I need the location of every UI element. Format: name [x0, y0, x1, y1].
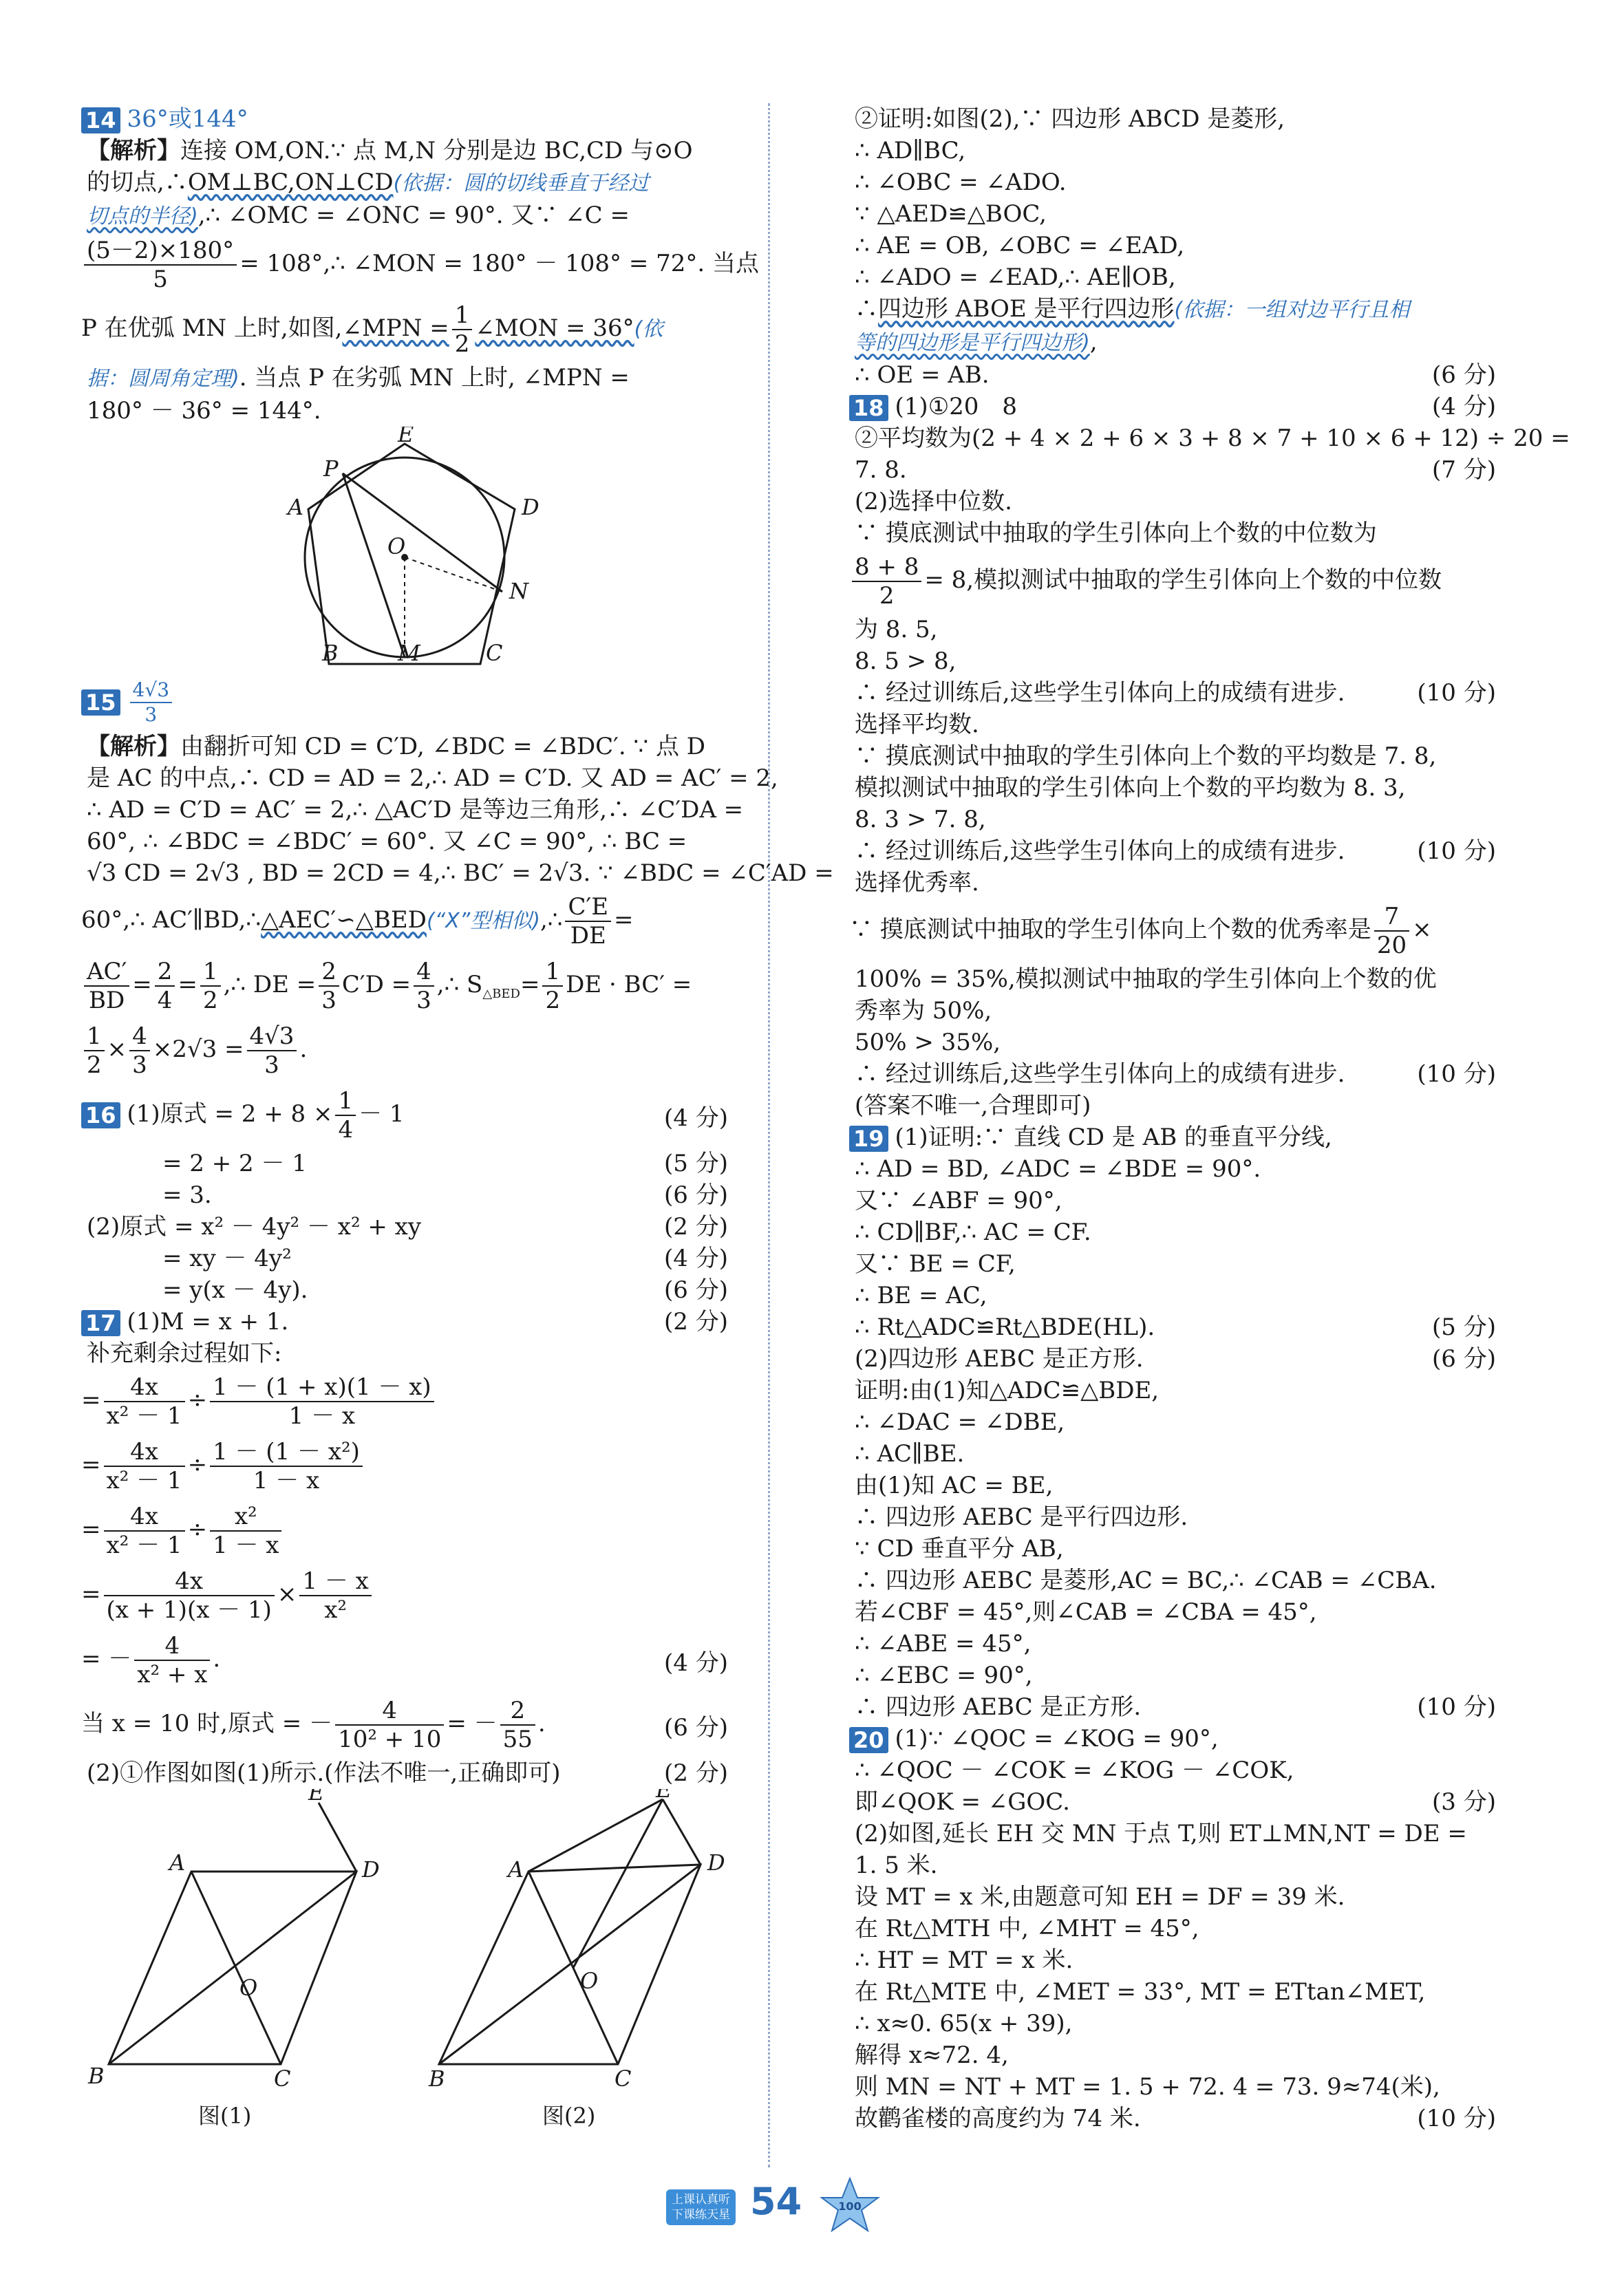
- arc-mark-e-1: [319, 1803, 356, 1872]
- text-line: P 在优弧 MN 上时,如图,: [81, 314, 343, 342]
- text-line: ∴ AD = C′D = AC′ = 2,∴ △AC′D 是等边三角形,∴ ∠C′DA =: [87, 796, 744, 824]
- q17-line: 17 (1)M = x + 1. (2 分): [81, 1306, 728, 1338]
- question-number: 17: [81, 1310, 120, 1336]
- text-line: 由翻折可知 CD = C′D, ∠BDC = ∠BDC′. ∵ 点 D: [180, 733, 706, 760]
- f2-label-a: A: [508, 1856, 524, 1883]
- fraction: $\frac{1}{2}$: [84, 1022, 105, 1079]
- svg-text:100: 100: [838, 2200, 862, 2213]
- label-a: A: [288, 494, 304, 520]
- page-number: 54: [750, 2180, 802, 2223]
- fraction: $\frac{2}{4}$: [155, 958, 175, 1014]
- text-line: 的切点,∴: [87, 169, 188, 196]
- key-conclusion: △AEC′∽△BED: [260, 906, 427, 934]
- label-p: P: [323, 455, 339, 482]
- question-number: 16: [81, 1102, 120, 1128]
- text-line: 连接 OM,ON.∵ 点 M,N 分别是边 BC,CD 与⊙O: [180, 137, 693, 164]
- basis-note: (“X”型相似): [426, 909, 540, 933]
- label-b: B: [322, 640, 339, 666]
- text-line: . 当点 P 在劣弧 MN 上时, ∠MPN =: [239, 364, 630, 392]
- expr-step: = $\frac{4x}{(x + 1)(x - 1)}$ × $\frac{1 - x}{\text{x²}}$: [81, 1563, 728, 1628]
- score-mark: (7 分): [1432, 456, 1496, 484]
- diagonal-ac-1: [191, 1872, 281, 2064]
- score-mark: (5 分): [1432, 1314, 1496, 1341]
- f1-label-o: O: [239, 1975, 258, 2001]
- score-mark: (2 分): [664, 1213, 728, 1241]
- star-mascot-icon: [819, 2177, 881, 2232]
- score-mark: (6 分): [664, 1181, 728, 1209]
- f2-label-c: C: [615, 2066, 632, 2092]
- score-mark: (10 分): [1417, 679, 1496, 707]
- question-number: 18: [849, 395, 888, 421]
- expr-step: = $\frac{4x}{\text{x² － 1}}$ ÷ $\frac{\text{1 － (1 － x²)}}{1 - x}$: [81, 1434, 728, 1499]
- label-e: E: [398, 427, 414, 447]
- f2-label-d: D: [707, 1850, 725, 1876]
- key-conclusion: OM⊥BC,ON⊥CD: [187, 169, 394, 196]
- score-mark: (4 分): [1432, 393, 1496, 420]
- f2-label-b: B: [429, 2066, 445, 2092]
- q19-line: 19 (1)证明:∵ 直线 CD 是 AB 的垂直平分线,: [849, 1122, 1496, 1153]
- right-column: ②证明:如图(2),∵ 四边形 ABCD 是菱形, ∴ AD∥BC, ∴ ∠OBC = ∠ADO. ∵ △AED≌△BOC, ∴ AE = OB, ∠OBC = ∠EAD, ∴ ∠ADO = ∠EAD,∴ AE∥OB, ∴四边形 ABOE 是平行四边形(依据：一组对边平行且相 等的四边形是平行四边形), ∴ OE = AB. (6 分) 18 (1)①20 8 (4 分) ②平均数为(2 + 4 × 2 + 6 × 3 + 8 × 7 + 10 × 6 + 12) ÷ 20 = 7. 8. (7 分) (2)选择中位数. ∵ 摸底测试中抽取的学生引体向上个数的中位数为 $\frac{8 + 8}{2}$ = 8,模拟测试中抽取的学生引体向上个数的中位数 为 8. 5, 8. 5 > 8, ∴ 经过训练后,这些学生引体向上的成绩有进步. (10 分) 选择平均数. ∵ 摸底测试中抽取的学生引体向上个数的平均数是 7. 8, 模拟测试中抽取的学生引体向上个数的平均数为 8. 3, 8. 3 > 7. 8, ∴ 经过训练后,这些学生引体向上的成绩有进步. (10 分) 选择优秀率. ∵ 摸底测试中抽取的学生引体向上个数的优秀率是 $\frac{7}{20}$ × 100% = 35%,模拟测试中抽取的学生引体向上个数的优 秀率为 50%, 50% > 35%, ∴ 经过训练后,这些学生引体向上的成绩有进步. (10 分) (答案不唯一,合理即可) 19 (1)证明:∵ 直线 CD 是 AB 的垂直平分线, ∴ AD = BD, ∠ADC = ∠BDE = 90°. 又∵ ∠ABF = 90°, ∴ CD∥BF,∴ AC = CF. 又∵ BE = CF, ∴ BE = AC, ∴ Rt△ADC≌Rt△BDE(HL). (5 分) (2)四边形 AEBC 是正方形. (6 分) 证明:由(1)知△ADC≌△BDE, ∴ ∠DAC = ∠DBE, ∴ AC∥BE. 由(1)知 AC = BE, ∴ 四边形 AEBC 是平行四边形. ∵ CD 垂直平分 AB, ∴ 四边形 AEBC 是菱形,AC = BC,∴ ∠CAB = ∠CBA. 若∠CBF = 45°,则∠CAB = ∠CBA = 45°, ∴ ∠ABE = 45°, ∴ ∠EBC = 90°, ∴ 四边形 AEBC 是正方形. (10 分) 20 (1)∵ ∠QOC = ∠KOG = 90°, ∴ ∠QOC － ∠COK = ∠KOG － ∠COK, 即∠QOK = ∠GOC. (3 分) (2)如图,延长 EH 交 MN 于点 T,则 ET⊥MN,NT = DE = 1. 5 米. 设 MT = x 米,由题意可知 EH = DF = 39 米. 在 Rt△MTH 中, ∠MHT = 45°, ∴ HT = MT = x 米. 在 Rt△MTE 中, ∠MET = 33°, MT = ETtan∠MET, ∴ x≈0. 65(x + 39), 解得 x≈72. 4, 则 MN = NT + MT = 1. 5 + 72. 4 = 73. 9≈74(米), 故鹳雀楼的高度约为 74 米. (10 分): [849, 103, 1496, 2134]
- segment-pm: [343, 473, 405, 657]
- q14-answer: 36°或144°: [127, 105, 248, 133]
- analysis-label: 【解析】: [87, 733, 180, 760]
- q14-header: [81, 103, 728, 135]
- expr-step: = － $\frac{4}{\text{x² + x}}$ . (4 分): [81, 1632, 728, 1689]
- segment-ed-2: [663, 1799, 701, 1865]
- fraction: $\frac{1}{2}$: [542, 958, 563, 1014]
- q15-header: [81, 674, 728, 731]
- fraction: $\frac{1}{2}$: [452, 301, 473, 358]
- analysis-label: 【解析】: [87, 137, 180, 164]
- label-d: D: [522, 494, 539, 520]
- fraction: $\frac{4}{3}$: [414, 958, 434, 1014]
- basis-note: 据：圆周角定理): [87, 367, 239, 391]
- f1-label-a: A: [169, 1850, 186, 1876]
- diagonal-bd-2: [439, 1865, 701, 2064]
- score-mark: (4 分): [664, 1649, 728, 1677]
- text-line: √3 CD = 2√3 , BD = 2CD = 4,∴ BC′ = 2√3. ∵ ∠BDC = ∠C′AD =: [87, 859, 834, 887]
- score-mark: (4 分): [664, 1245, 728, 1272]
- q20-line: 20 (1)∵ ∠QOC = ∠KOG = 90°,: [849, 1723, 1496, 1755]
- figure-caption-1: 图(1): [198, 2103, 252, 2129]
- label-o: O: [387, 533, 406, 559]
- fraction: $\frac{1}{4}$: [335, 1087, 356, 1144]
- fraction: $\frac{2}{3}$: [319, 958, 339, 1014]
- text-line: ,∴ ∠OMC = ∠ONC = 90°. 又∵ ∠C =: [197, 202, 630, 229]
- basis-note: (依据：圆的切线垂直于经过: [393, 171, 650, 195]
- text-line: = 108°,∴ ∠MON = 180° － 108° = 72°. 当点: [239, 250, 760, 277]
- score-mark: (4 分): [664, 1104, 728, 1132]
- score-mark: (5 分): [664, 1150, 728, 1177]
- basis-note: (依据：一组对边平行且相: [1174, 298, 1410, 322]
- q15-answer: $\frac{4√3}{3}$: [130, 678, 172, 727]
- q18-line: 18 (1)①20 8 (4 分): [849, 391, 1496, 422]
- segment-on: [405, 557, 502, 592]
- question-number: 15: [81, 689, 120, 716]
- question-number: 19: [849, 1126, 888, 1152]
- score-mark: (6 分): [664, 1714, 728, 1741]
- f2-label-o: O: [580, 1968, 599, 1994]
- figure-caption-2: 图(2): [542, 2103, 596, 2129]
- score-mark: (2 分): [664, 1308, 728, 1336]
- segment-eo-2: [573, 1799, 663, 1968]
- text-line: 是 AC 的中点,∴ CD = AD = 2,∴ AD = C′D. 又 AD = AC′ = 2,: [87, 764, 778, 792]
- basis-note: 切点的半径): [87, 204, 198, 228]
- score-mark: (10 分): [1417, 1060, 1496, 1088]
- pentagon-shape: [308, 444, 515, 664]
- label-c: C: [486, 640, 503, 666]
- fraction: $\frac{C'E}{DE}$: [565, 893, 611, 950]
- score-mark: (6 分): [664, 1276, 728, 1304]
- f1-label-c: C: [274, 2066, 291, 2092]
- left-column: 14 36°或144° 【解析】连接 OM,ON.∵ 点 M,N 分别是边 BC,CD 与⊙O 的切点,∴OM⊥BC,ON⊥CD(依据：圆的切线垂直于经过 切点的半径),∴ ∠OMC = ∠ONC = 90°. 又∵ ∠C = $\frac{(5-2)\times 180^\circ}{5}$ = 108°,∴ ∠MON = 180° － 108° = 72°. 当点 P 在优弧 MN 上时,如图,∠MPN = $\frac{1}{2}$ ∠MON = 36°(依 据：圆周角定理). 当点 P 在劣弧 MN 上时, ∠MPN = 180° － 36° = 144°. E D A P O N B M C 15 $\frac{4√3}{3}$ 【解析】由翻折可知 CD = C′D, ∠BDC = ∠BDC′. ∵ 点 D 是 AC 的中点,∴ CD = AD = 2,∴ AD = C′D. 又 AD = AC′ = 2, ∴ AD = C′D = AC′ = 2,∴ △AC′D 是等边三角形,∴ ∠C′DA = 60°, ∴ ∠BDC = ∠BDC′ = 60°. 又 ∠C = 90°, ∴ BC = √3 CD = 2√3 , BD = 2CD = 4,∴ BC′ = 2√3. ∵ ∠BDC = ∠C′AD = 60°,∴ AC′∥BD,∴△AEC′∽△BED(“X”型相似),∴ $\frac{C'E}{DE}$ = $\frac{AC'}{BD}$ = $\frac{2}{4}$ = $\frac{1}{2}$ ,∴ DE = $\frac{2}{3}$ C′D = $\frac{4}{3}$ ,∴ $S_{\triangle BED}=$ $\frac{1}{2}$ DE · BC′ = $\frac{1}{2}$ × $\frac{4}{3}$ ×2√3 = $\frac{4√3}{3}$ . 16 (1)原式 = 2 + 8 × $\frac{1}{4}$ － 1 (4 分) = 2 + 2 － 1 (5 分) = 3. (6 分) (2)原式 = x² － 4y² － x² + xy (2 分) = xy － 4y² (4 分) = y(x － 4y). (6 分) 17 (1)M = x + 1. (2 分) 补充剩余过程如下: = $\frac{4x}{\text{x² － 1}}$ ÷ $\frac{1 - (1 + x)(1 - x)}{1 - x}$ = $\frac{4x}{\text{x² － 1}}$ ÷ $\frac{\text{1 － (1 － x²)}}{1 - x}$ = $\frac{4x}{\text{x² － 1}}$ ÷ $\frac{\text{x²}}{1 - x}$ = $\frac{4x}{(x + 1)(x - 1)}$ × $\frac{1 - x}{\text{x²}}$ = － $\frac{4}{\text{x² + x}}$ . (4 分) 当 x = 10 时,原式 = － $\frac{4}{\text{10² + 10}}$ = － $\frac{2}{55}$ . (6 分) (2)①作图如图(1)所示.(作法不唯一,正确即可) (2 分) E A D O B C E A D O B C 图(1) 图(2): [81, 103, 728, 2129]
- question-number: 20: [849, 1727, 888, 1753]
- basis-note: (依: [634, 317, 663, 341]
- question-number: 14: [81, 107, 120, 133]
- text-line: 60°, ∴ ∠BDC = ∠BDC′ = 60°. 又 ∠C = 90°, ∴ BC =: [87, 828, 687, 855]
- fraction: $\frac{4}{3}$: [129, 1022, 150, 1079]
- fraction: $\frac{(5-2)\times 180^\circ}{5}$: [84, 237, 237, 293]
- page-footer: [654, 2174, 888, 2236]
- score-mark: (2 分): [664, 1759, 728, 1787]
- rhombus-diagram-1-2: [81, 1789, 728, 2099]
- pentagon-diagram: [81, 427, 728, 674]
- score-mark: (10 分): [1417, 837, 1496, 865]
- score-mark: (10 分): [1417, 2105, 1496, 2132]
- score-mark: (3 分): [1432, 1788, 1496, 1816]
- basis-note: 等的四边形是平行四边形): [855, 331, 1090, 355]
- column-divider: [768, 103, 770, 2167]
- rhombus-figures: [81, 1789, 728, 2099]
- score-mark: (6 分): [1432, 361, 1496, 389]
- fraction: $\frac{AC'}{BD}$: [84, 958, 129, 1014]
- label-n: N: [509, 578, 528, 604]
- text-line: 180° － 36° = 144°.: [87, 397, 321, 425]
- f2-label-e: E: [656, 1789, 672, 1803]
- slogan-badge: 上课认真听 下课练天星: [666, 2189, 736, 2225]
- expr-step: = $\frac{4x}{\text{x² － 1}}$ ÷ $\frac{\text{x²}}{1 - x}$: [81, 1499, 728, 1563]
- f1-label-b: B: [88, 2063, 105, 2089]
- q16-line: 16 (1)原式 = 2 + 8 × $\frac{1}{4}$ － 1 (4 分): [81, 1083, 728, 1148]
- score-mark: (10 分): [1417, 1693, 1496, 1721]
- pentagon-figure: [81, 427, 728, 674]
- fraction: $\frac{1}{2}$: [200, 958, 221, 1014]
- text-line: 60°,∴ AC′∥BD,∴: [81, 906, 261, 934]
- f1-label-d: D: [362, 1856, 380, 1883]
- f1-label-e: E: [308, 1789, 325, 1805]
- key-conclusion: 四边形 ABOE 是平行四边形: [878, 295, 1175, 323]
- score-mark: (6 分): [1432, 1345, 1496, 1373]
- label-m: M: [398, 640, 420, 666]
- expr-step: = $\frac{4x}{\text{x² － 1}}$ ÷ $\frac{1 - (1 + x)(1 - x)}{1 - x}$: [81, 1369, 728, 1434]
- fraction: $\frac{4√3}{3}$: [247, 1022, 297, 1079]
